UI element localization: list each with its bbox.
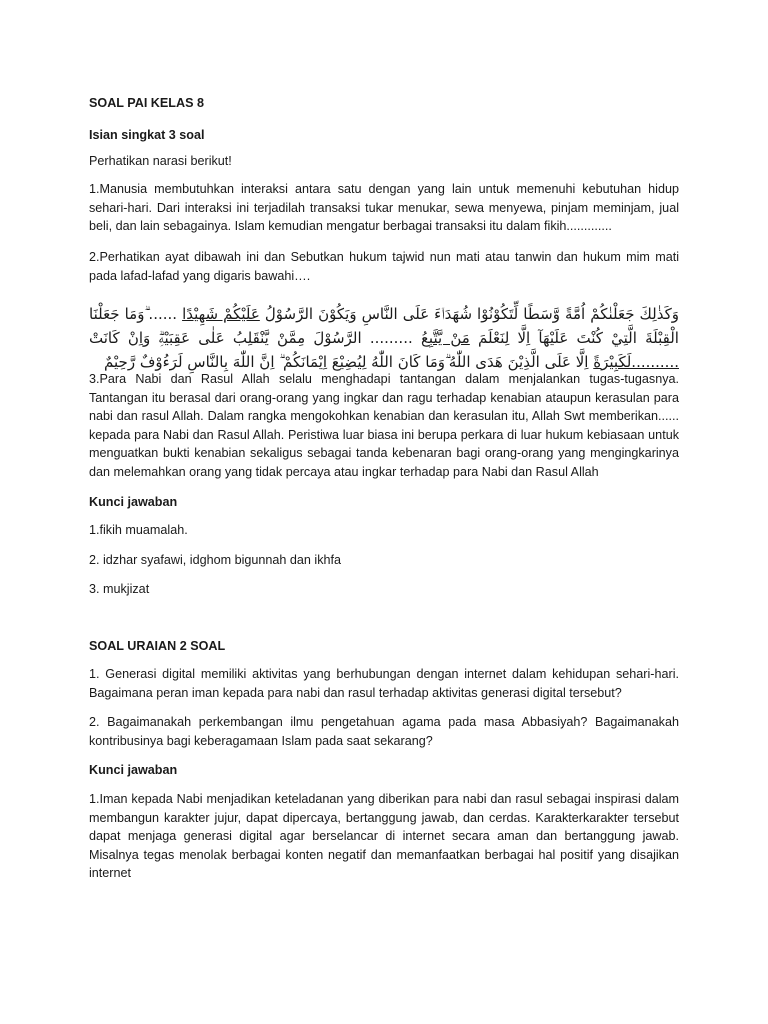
isian-answer-2: 2. idzhar syafawi, idghom bigunnah dan ikhfa (89, 553, 342, 567)
isian-question-3: 3.Para Nabi dan Rasul Allah selalu menghadapi tantangan dalam menjalankan tugas-tugasnya. Tantangan itu berasal dari orang-orang yang ingkar dan ragu terhadap kenabian ataupun kerasulan para nabi dan rasul Allah. Dalam rangka mengokohkan kenabian dan kerasulan itu, Allah Swt memberikan...... kepada para Nabi dan Rasul Allah. Peristiwa luar biasa ini berupa perkara di luar hukum kebiasaan untuk menguatkan bukti kenabian sekaligus sebagai tanda kebenaran bagi orang-orang yang mengingkarinya dan melemahkan orang yang tidak percaya atau ingkar terhadap para Nabi dan Rasul Allah (89, 372, 679, 479)
verse-underlined-1: عَلَيْكُمْ شَهِيْدًا (182, 305, 260, 323)
isian-question-1: 1.Manusia membutuhkan interaksi antara satu dengan yang lain untuk memenuhi kebutuhan hidup sehari-hari. Dari interaksi ini terjadilah transaksi tukar menukar, sewa menyewa, pinjam meminjam, jual beli, dan lain sebagainya. Islam kemudian mengatur berbagai transaksi itu dalam fikih............. (89, 182, 679, 234)
isian-heading: Isian singkat 3 soal (89, 128, 205, 142)
verse-part-3: ......... الرَّسُوْلَ مِمَّنْ يَّنْقَلِبُ عَلٰى عَقِبَيْهِۗ وَاِنْ كَانَتْ (89, 329, 413, 347)
isian-question-2: 2.Perhatikan ayat dibawah ini dan Sebutkan hukum tajwid nun mati atau tanwin dan hukum mim mati pada lafad-lafad yang digaris bawahi…. (89, 250, 679, 283)
verse-part-1: وَكَذٰلِكَ جَعَلْنٰكُمْ اُمَّةً وَّسَطًا لِّتَكُوْنُوْا شُهَدَاۤءَ عَلَى النَّاسِ وَيَكُوْنَ الرَّسُوْلُ (264, 305, 679, 323)
verse-underlined-2: مَنْ يَّتَّبِعُ (420, 329, 470, 347)
quran-verse (89, 302, 679, 374)
verse-underlined-3: ..........لَكَبِيْرَةً (593, 353, 679, 371)
isian-intro: Perhatikan narasi berikut! (89, 154, 232, 168)
uraian-question-1: 1. Generasi digital memiliki aktivitas yang berhubungan dengan internet dalam kehidupan sehari-hari. Bagaimana peran iman kepada para nabi dan rasul terhadap aktivitas generasi digital tersebut? (89, 667, 679, 700)
isian-answer-3: 3. mukjizat (89, 582, 150, 596)
uraian-kunci-heading: Kunci jawaban (89, 763, 178, 777)
isian-answer-1: 1.fikih muamalah. (89, 523, 188, 537)
uraian-answer-1: 1.Iman kepada Nabi menjadikan keteladanan yang diberikan para nabi dan rasul sebagai inspirasi dalam membangun karakter jujur, dapat dipercaya, bertanggung jawab, dan cerdas. Karakterkarakter tersebut dapat menjaga generasi digital agar berselancar di internet secara aman dan bertanggung jawab. Misalnya tegas menolak berbagai konten negatif dan memanfaatkan berbagai hal positif yang disajikan internet (89, 792, 679, 881)
uraian-heading: SOAL URAIAN 2 SOAL (89, 639, 226, 653)
verse-part-2: ...... ۗوَمَا جَعَلْنَا الْقِبْلَةَ الَّتِيْ كُنْتَ عَلَيْهَآ اِلَّا لِنَعْلَمَ (89, 305, 679, 347)
document-title: SOAL PAI KELAS 8 (89, 96, 204, 110)
uraian-question-2: 2. Bagaimanakah perkembangan ilmu pengetahuan agama pada masa Abbasiyah? Bagaimanakah kontribusinya bagi keberagamaan Islam pada saat sekarang? (89, 715, 679, 748)
isian-kunci-heading: Kunci jawaban (89, 495, 178, 509)
verse-part-4: اِلَّا عَلَى الَّذِيْنَ هَدَى اللّٰهُ ۗوَمَا كَانَ اللّٰهُ لِيُضِيْعَ اِيْمَانَكُمْ ۗ اِنَّ اللّٰهَ بِالنَّاسِ لَرَءُوْفٌ رَّحِيْمٌ (104, 353, 589, 371)
